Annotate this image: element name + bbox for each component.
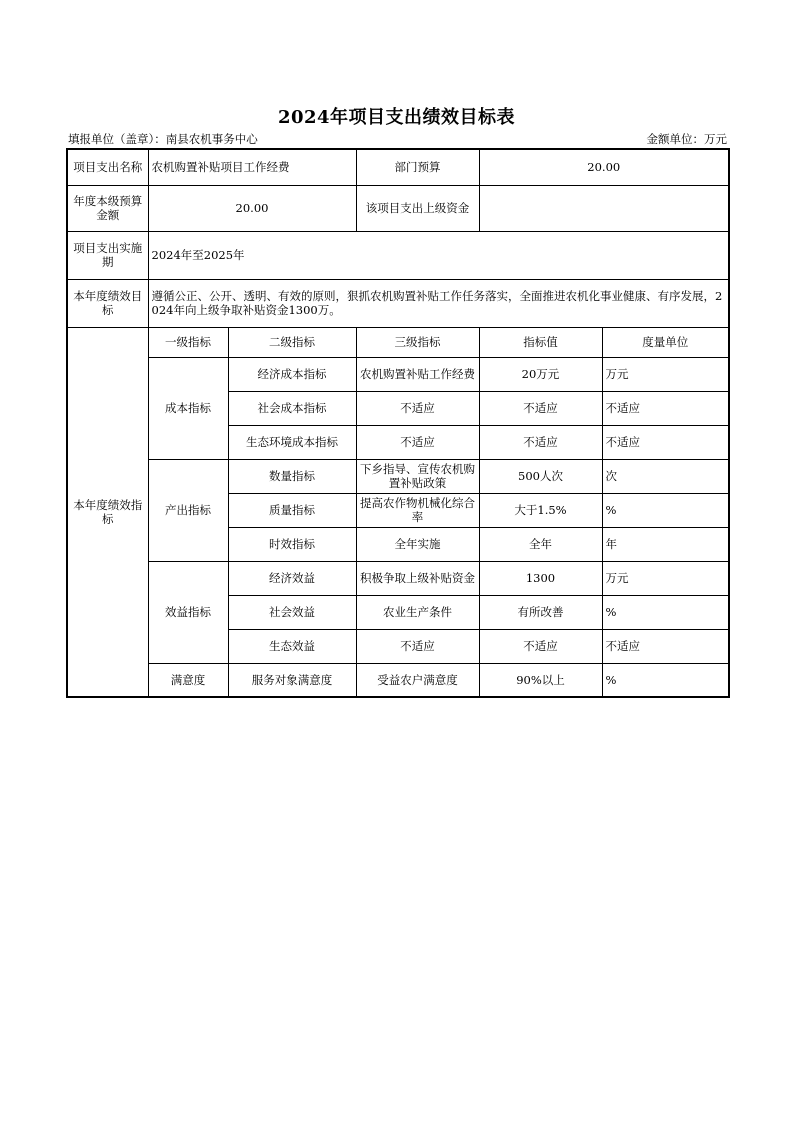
unit-cell: 不适应 xyxy=(602,391,729,425)
level2-cell: 经济成本指标 xyxy=(228,357,356,391)
level2-cell: 社会成本指标 xyxy=(228,391,356,425)
period-value: 2024年至2025年 xyxy=(148,231,729,279)
level3-cell: 提高农作物机械化综合率 xyxy=(356,493,479,527)
level2-cell: 时效指标 xyxy=(228,527,356,561)
header-level3: 三级指标 xyxy=(356,327,479,357)
superior-fund-value xyxy=(479,185,729,231)
dept-budget-label: 部门预算 xyxy=(356,149,479,185)
indicator-section-label: 本年度绩效指标 xyxy=(67,327,148,697)
header-level2: 二级指标 xyxy=(228,327,356,357)
level2-cell: 质量指标 xyxy=(228,493,356,527)
period-label: 项目支出实施期 xyxy=(67,231,148,279)
page-title: 2024年项目支出绩效目标表 xyxy=(277,107,516,128)
value-cell: 全年 xyxy=(479,527,602,561)
unit-cell: 不适应 xyxy=(602,629,729,663)
level3-cell: 不适应 xyxy=(356,629,479,663)
goal-label: 本年度绩效目标 xyxy=(67,279,148,327)
value-cell: 有所改善 xyxy=(479,595,602,629)
value-cell: 大于1.5% xyxy=(479,493,602,527)
value-cell: 90%以上 xyxy=(479,663,602,697)
unit-cell: % xyxy=(602,493,729,527)
level1-satisfaction: 满意度 xyxy=(148,663,228,697)
level1-output: 产出指标 xyxy=(148,459,228,561)
level2-cell: 经济效益 xyxy=(228,561,356,595)
value-cell: 不适应 xyxy=(479,425,602,459)
unit-cell: 万元 xyxy=(602,561,729,595)
level2-cell: 生态效益 xyxy=(228,629,356,663)
unit-cell: % xyxy=(602,663,729,697)
value-cell: 不适应 xyxy=(479,391,602,425)
annual-budget-label: 年度本级预算金额 xyxy=(67,185,148,231)
level3-cell: 全年实施 xyxy=(356,527,479,561)
level2-cell: 社会效益 xyxy=(228,595,356,629)
level2-cell: 生态环境成本指标 xyxy=(228,425,356,459)
header-level1: 一级指标 xyxy=(148,327,228,357)
goal-value: 遵循公正、公开、透明、有效的原则，狠抓农机购置补贴工作任务落实，全面推进农机化事业健康、有序发展，2024年向上级争取补贴资金1300万。 xyxy=(148,279,729,327)
dept-budget-value: 20.00 xyxy=(479,149,729,185)
unit-cell: 万元 xyxy=(602,357,729,391)
value-cell: 20万元 xyxy=(479,357,602,391)
performance-target-table xyxy=(66,148,730,698)
level1-cost: 成本指标 xyxy=(148,357,228,459)
unit-cell: 年 xyxy=(602,527,729,561)
filler-unit: 填报单位（盖章）：南县农机事务中心 xyxy=(68,132,258,146)
project-name-value: 农机购置补贴项目工作经费 xyxy=(148,149,356,185)
level2-cell: 服务对象满意度 xyxy=(228,663,356,697)
level3-cell: 农机购置补贴工作经费 xyxy=(356,357,479,391)
level2-cell: 数量指标 xyxy=(228,459,356,493)
value-cell: 不适应 xyxy=(479,629,602,663)
project-name-label: 项目支出名称 xyxy=(67,149,148,185)
level3-cell: 不适应 xyxy=(356,391,479,425)
header-unit: 度量单位 xyxy=(602,327,729,357)
level3-cell: 农业生产条件 xyxy=(356,595,479,629)
superior-fund-label: 该项目支出上级资金 xyxy=(356,185,479,231)
level1-benefit: 效益指标 xyxy=(148,561,228,663)
level3-cell: 不适应 xyxy=(356,425,479,459)
value-cell: 500人次 xyxy=(479,459,602,493)
value-cell: 1300 xyxy=(479,561,602,595)
level3-cell: 受益农户满意度 xyxy=(356,663,479,697)
level3-cell: 积极争取上级补贴资金 xyxy=(356,561,479,595)
unit-cell: 不适应 xyxy=(602,425,729,459)
unit-cell: 次 xyxy=(602,459,729,493)
header-value: 指标值 xyxy=(479,327,602,357)
unit-cell: % xyxy=(602,595,729,629)
annual-budget-value: 20.00 xyxy=(148,185,356,231)
level3-cell: 下乡指导、宣传农机购置补贴政策 xyxy=(356,459,479,493)
amount-unit: 金额单位：万元 xyxy=(646,132,727,146)
